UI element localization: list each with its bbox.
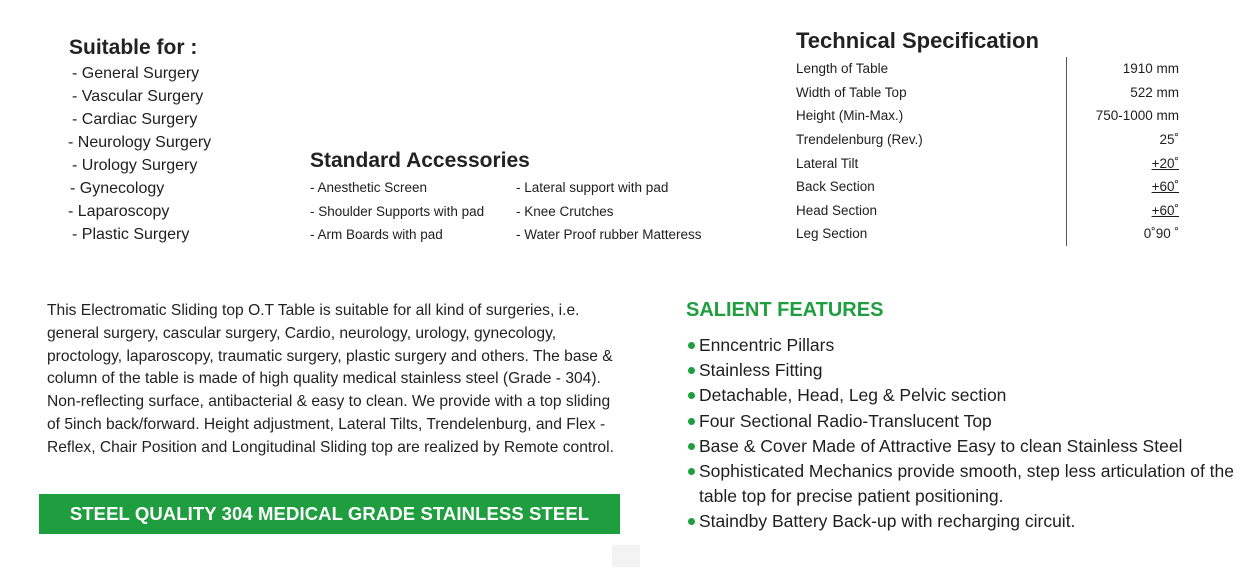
table-row bbox=[796, 57, 1181, 81]
technical-specification-heading: Technical Specification bbox=[796, 28, 1039, 53]
table-row bbox=[796, 104, 1181, 128]
list-item bbox=[686, 409, 1246, 434]
spec-label: Back Section bbox=[796, 175, 1067, 199]
spec-value: 750-1000 mm bbox=[1095, 108, 1179, 124]
list-item: - Water Proof rubber Matteress bbox=[516, 227, 702, 242]
table-row bbox=[796, 175, 1181, 199]
spec-value: +20˚ bbox=[1151, 155, 1179, 171]
spec-label: Head Section bbox=[796, 199, 1067, 223]
list-item: - Plastic Surgery bbox=[72, 226, 190, 243]
list-item: - Lateral support with pad bbox=[516, 180, 669, 195]
table-row bbox=[796, 151, 1181, 175]
standard-accessories-heading: Standard Accessories bbox=[310, 149, 530, 172]
table-row bbox=[796, 222, 1181, 246]
list-item: - Cardiac Surgery bbox=[72, 111, 198, 128]
suitable-for-heading: Suitable for : bbox=[69, 36, 198, 59]
list-item: - General Surgery bbox=[72, 65, 200, 82]
table-row bbox=[796, 128, 1181, 152]
list-item bbox=[686, 509, 1246, 534]
list-item: - Gynecology bbox=[70, 180, 165, 197]
feature-text: Four Sectional Radio-Translucent Top bbox=[699, 410, 992, 431]
feature-text: Base & Cover Made of Attractive Easy to clean Stainless Steel bbox=[699, 435, 1183, 456]
spec-value: 0˚90 ˚ bbox=[1143, 226, 1179, 242]
spec-label: Lateral Tilt bbox=[796, 151, 1067, 175]
list-item bbox=[686, 434, 1246, 459]
list-item: - Knee Crutches bbox=[516, 203, 614, 219]
list-item bbox=[686, 459, 1246, 509]
list-item: - Laparoscopy bbox=[68, 203, 170, 220]
decorative-patch bbox=[612, 545, 640, 567]
bullet-dot-icon bbox=[688, 518, 695, 525]
salient-features-list bbox=[686, 333, 1246, 535]
feature-text: Enncentric Pillars bbox=[699, 335, 835, 355]
spec-label: Height (Min-Max.) bbox=[796, 104, 1067, 128]
spec-value: +60˚ bbox=[1151, 202, 1179, 218]
table-row bbox=[796, 81, 1181, 105]
bullet-dot-icon bbox=[688, 443, 695, 450]
bullet-dot-icon bbox=[688, 418, 695, 425]
product-description: This Electromatic Sliding top O.T Table is suitable for all kind of surgeries, i.e. general surgery, cascular surgery, Cardio, neurology, urology, gynecology, proctology, laparoscopy, traumatic surgery, plastic surgery and others. The base & column of the table is made of high quality medical stainless steel (Grade - 304). Non-reflecting surface, antibacterial & easy to clean. We provide with a top sliding of 5inch back/forward. Height adjustment, Lateral Tilts, Trendelenburg, and Flex - Reflex, Chair Position and Longitudinal Sliding top are realized by Remote control. bbox=[47, 302, 614, 456]
spec-label: Leg Section bbox=[796, 222, 1067, 246]
salient-features-heading: SALIENT FEATURES bbox=[686, 299, 884, 321]
table-row bbox=[796, 199, 1181, 223]
bullet-dot-icon bbox=[688, 367, 695, 374]
list-item bbox=[686, 333, 1246, 358]
spec-value: 1910 mm bbox=[1122, 61, 1179, 77]
feature-text: Stainless Fitting bbox=[699, 360, 823, 381]
spec-value: +60˚ bbox=[1151, 179, 1179, 195]
list-item bbox=[686, 358, 1246, 383]
list-item: - Anesthetic Screen bbox=[310, 180, 428, 195]
list-item: - Neurology Surgery bbox=[68, 134, 212, 151]
spec-label: Trendelenburg (Rev.) bbox=[796, 128, 1067, 152]
feature-text: Sophisticated Mechanics provide smooth, step less articulation of the table top for precise patient positioning. bbox=[699, 461, 1235, 507]
spec-value: 522 mm bbox=[1130, 84, 1179, 100]
list-item: - Arm Boards with pad bbox=[310, 227, 443, 242]
spec-value: 25˚ bbox=[1159, 132, 1179, 148]
bullet-dot-icon bbox=[688, 468, 695, 475]
steel-quality-banner: STEEL QUALITY 304 MEDICAL GRADE STAINLESS STEEL bbox=[39, 494, 620, 534]
bullet-dot-icon bbox=[688, 392, 695, 399]
list-item bbox=[686, 383, 1246, 408]
bullet-dot-icon bbox=[688, 342, 695, 349]
spec-label: Width of Table Top bbox=[796, 81, 1067, 105]
list-item: - Vascular Surgery bbox=[72, 88, 204, 105]
feature-text: Staindby Battery Back-up with recharging circuit. bbox=[699, 511, 1076, 532]
accessories-list bbox=[310, 180, 736, 251]
feature-text: Detachable, Head, Leg & Pelvic section bbox=[699, 385, 1007, 406]
spec-table bbox=[796, 57, 1181, 246]
spec-label: Length of Table bbox=[796, 57, 1067, 81]
list-item: - Urology Surgery bbox=[72, 157, 198, 174]
list-item: - Shoulder Supports with pad bbox=[310, 203, 485, 219]
suitable-for-list bbox=[68, 63, 211, 247]
